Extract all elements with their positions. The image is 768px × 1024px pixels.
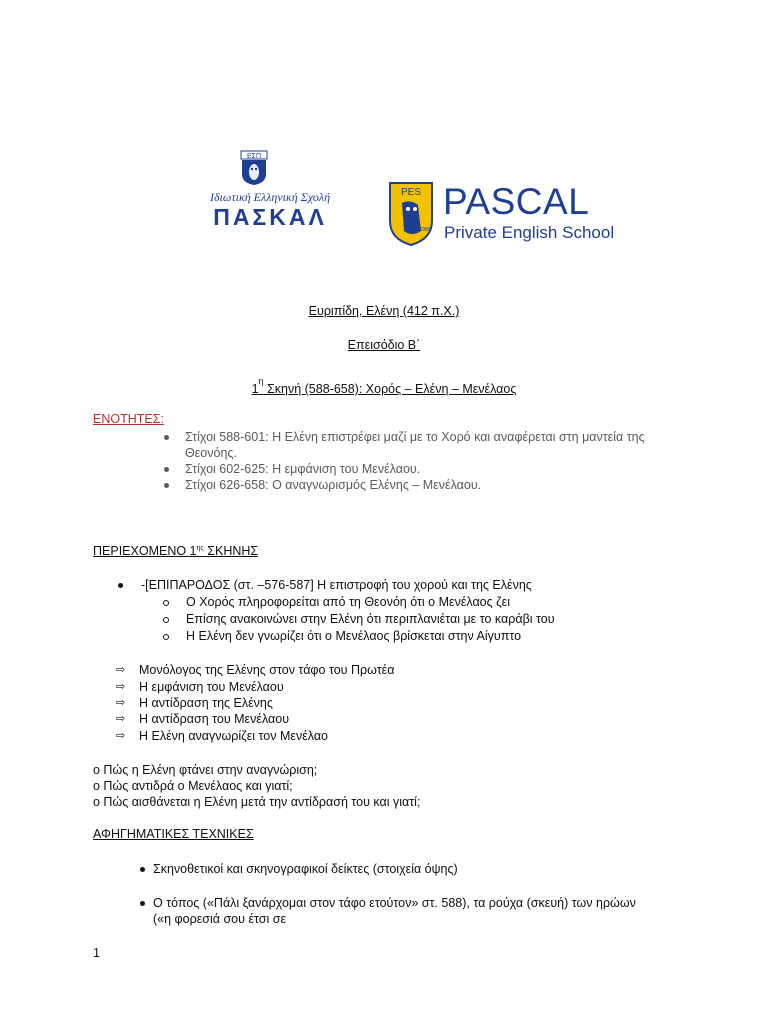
episode-title: Επεισόδιο Β΄ — [347, 338, 421, 352]
arrow-bullet-icon: ⇨ — [116, 713, 126, 725]
content-sub-item: Ο Χορός πληροφορείται από τη Θεονόη ότι ο Μενέλαος ζει — [186, 595, 510, 609]
owl-seal-icon — [240, 150, 268, 186]
content-sub-item: Η Ελένη δεν γνωρίζει ότι ο Μενέλαος βρίσκεται στην Αίγυπτο — [186, 629, 522, 643]
techniques-item-continuation: («η φορεσιά σου έτσι σε — [153, 912, 287, 926]
sub-bullet-circle — [163, 617, 169, 623]
content-heading — [93, 544, 258, 558]
content-heading-sup: ης — [196, 545, 204, 552]
techniques-bullet — [140, 867, 145, 872]
svg-text:ΕΣΠ: ΕΣΠ — [246, 153, 262, 160]
scene-number-sup: η — [258, 376, 264, 386]
arrow-bullet-icon: ⇨ — [116, 697, 126, 709]
question-line: ο Πώς αισθάνεται η Ελένη μετά την αντίδρασή του και γιατί; — [93, 795, 421, 809]
units-heading: ΕΝΟΤΗΤΕΣ: — [93, 412, 164, 426]
units-item: Στίχοι 588-601: Η Ελένη επιστρέφει μαζί με το Χορό και αναφέρεται στη μαντεία της — [185, 430, 645, 444]
english-logo-brand: PASCAL — [443, 181, 590, 222]
techniques-item: Ο τόπος («Πάλι ξανάρχομαι στον τάφο ετούτον» στ. 588), τα ρούχα (σκευή) των ηρώων — [153, 896, 636, 910]
arrow-bullet-icon: ⇨ — [116, 681, 126, 693]
question-line: ο Πώς η Ελένη φτάνει στην αναγνώριση; — [93, 763, 318, 777]
units-item-continuation: Θεονόης. — [185, 446, 237, 460]
english-school-logo — [388, 181, 618, 247]
svg-text:1986: 1986 — [419, 227, 431, 233]
owl-shield-icon — [388, 181, 434, 247]
scene-text: Σκηνή (588-658): Χορός – Ελένη – Μενέλαος — [263, 382, 517, 396]
units-item: Στίχοι 602-625: Η εμφάνιση του Μενέλαου. — [185, 462, 421, 476]
scene-number: 1 — [251, 382, 259, 396]
sub-bullet-circle — [163, 634, 169, 640]
units-item: Στίχοι 626-658: Ο αναγνωρισμός Ελένης – Μενέλαου. — [185, 478, 482, 492]
content-bullet — [118, 583, 123, 588]
units-bullet — [164, 483, 169, 488]
greek-school-logo — [180, 150, 360, 230]
techniques-item: Σκηνοθετικοί και σκηνογραφικοί δείκτες (στοιχεία όψης) — [153, 862, 458, 876]
sub-bullet-circle — [163, 600, 169, 606]
greek-logo-name: ΠΑΣΚΑΛ — [213, 204, 327, 230]
content-sub-item: Επίσης ανακοινώνει στην Ελένη ότι περιπλανιέται με το καράβι του — [186, 612, 555, 626]
question-line: ο Πώς αντιδρά ο Μενέλαος και γιατί; — [93, 779, 293, 793]
svg-text:PES: PES — [400, 187, 422, 198]
content-heading-post: ΣΚΗΝΗΣ — [203, 544, 259, 558]
content-heading-pre: ΠΕΡΙΕΧΟΜΕΝΟ 1 — [93, 544, 197, 558]
arrow-item: Η αντίδραση της Ελένης — [139, 696, 273, 710]
units-bullet — [164, 435, 169, 440]
arrow-item: Η εμφάνιση του Μενέλαου — [139, 680, 284, 694]
arrow-item: Μονόλογος της Ελένης στον τάφο του Πρωτέα — [139, 663, 395, 677]
scene-title — [0, 376, 768, 396]
page-number: 1 — [93, 946, 100, 960]
arrow-bullet-icon: ⇨ — [116, 730, 126, 742]
document-title: Ευριπίδη, Ελένη (412 π.Χ.) — [308, 304, 460, 318]
arrow-item: Η αντίδραση του Μενέλαου — [139, 712, 290, 726]
techniques-bullet — [140, 901, 145, 906]
english-logo-subtitle: Private English School — [444, 223, 615, 242]
arrow-bullet-icon: ⇨ — [116, 664, 126, 676]
arrow-item: Η Ελένη αναγνωρίζει τον Μενέλαο — [139, 729, 329, 743]
greek-logo-line1: Ιδιωτική Ελληνική Σχολή — [209, 190, 331, 204]
techniques-heading: ΑΦΗΓΗΜΑΤΙΚΕΣ ΤΕΧΝΙΚΕΣ — [93, 827, 254, 841]
content-main-item: -[ΕΠΙΠΑΡΟΔΟΣ (στ. –576-587] Η επιστροφή του χορού και της Ελένης — [141, 578, 532, 592]
units-bullet — [164, 467, 169, 472]
